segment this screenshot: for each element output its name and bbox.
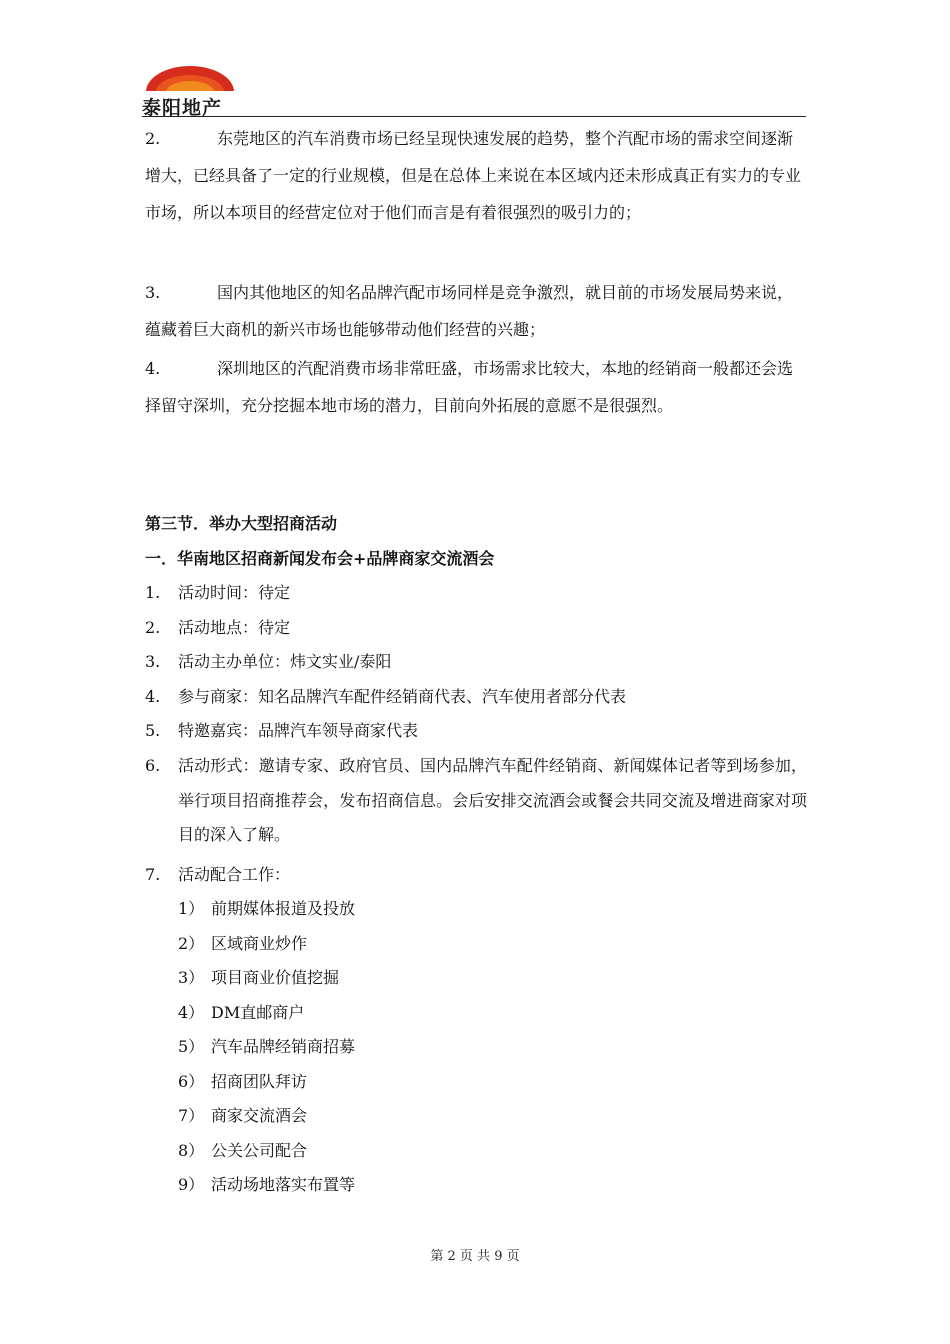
list-number: 6. <box>145 756 161 775</box>
list-item <box>145 680 807 715</box>
intro-paragraph <box>145 120 807 231</box>
page-footer: 第 2 页 共 9 页 <box>430 1249 520 1264</box>
paragraph-number: 2. <box>145 129 161 148</box>
sub-list-number: 5） <box>178 1037 205 1056</box>
section-subtitle: 一．华南地区招商新闻发布会+品牌商家交流酒会 <box>145 549 495 568</box>
list-text: 参与商家：知名品牌汽车配件经销商代表、汽车使用者部分代表 <box>178 687 627 706</box>
company-logo <box>142 64 238 119</box>
list-item <box>145 714 807 749</box>
sun-logo-icon <box>142 64 238 94</box>
sub-list-text: 区域商业炒作 <box>211 934 308 953</box>
intro-paragraph <box>145 350 807 424</box>
paragraph-number: 4. <box>145 359 161 378</box>
sub-list-item <box>178 1099 307 1134</box>
sub-list-number: 9） <box>178 1175 205 1194</box>
list-item <box>145 611 807 646</box>
sub-list-item <box>178 892 355 927</box>
section-title: 第三节．举办大型招商活动 <box>145 514 338 533</box>
list-number: 4. <box>145 687 161 706</box>
sub-list-text: 前期媒体报道及投放 <box>211 899 356 918</box>
list-text: 活动主办单位：炜文实业/泰阳 <box>178 652 392 671</box>
list-number: 3. <box>145 652 161 671</box>
list-item <box>145 576 807 611</box>
paragraph-text: 深圳地区的汽配消费市场非常旺盛，市场需求比较大，本地的经销商一般都还会选择留守深圳，充分挖掘本地市场的潜力，目前向外拓展的意愿不是很强烈。 <box>145 359 794 415</box>
sub-list-number: 8） <box>178 1141 205 1160</box>
list-number: 5. <box>145 721 161 740</box>
list-number: 1. <box>145 583 161 602</box>
sub-list-text: 公关公司配合 <box>211 1141 308 1160</box>
list-text: 活动形式：邀请专家、政府官员、国内品牌汽车配件经销商、新闻媒体记者等到场参加，举行项目招商推荐会，发布招商信息。会后安排交流酒会或餐会共同交流及增进商家对项目的深入了解。 <box>178 756 807 844</box>
sub-list-text: 商家交流酒会 <box>211 1106 308 1125</box>
list-item <box>145 858 807 893</box>
sub-list-number: 7） <box>178 1106 205 1125</box>
sub-list-item <box>178 996 304 1031</box>
sub-list-number: 2） <box>178 934 205 953</box>
paragraph-number: 3. <box>145 283 161 302</box>
logo-text: 泰阳地产 <box>142 97 223 119</box>
list-item <box>145 645 807 680</box>
list-text: 活动地点：待定 <box>178 618 291 637</box>
sub-list-text: 招商团队拜访 <box>211 1072 308 1091</box>
list-number: 2. <box>145 618 161 637</box>
list-text: 活动时间：待定 <box>178 583 291 602</box>
sub-list-item <box>178 1168 355 1203</box>
header-divider <box>142 116 806 117</box>
sub-list-item <box>178 1030 355 1065</box>
sub-list-number: 3） <box>178 968 205 987</box>
intro-paragraph <box>145 274 807 348</box>
list-text: 特邀嘉宾：品牌汽车领导商家代表 <box>178 721 419 740</box>
sub-list-number: 6） <box>178 1072 205 1091</box>
list-number: 7. <box>145 865 161 884</box>
sub-list-item <box>178 1065 307 1100</box>
list-item <box>145 749 807 853</box>
list-text: 活动配合工作： <box>178 865 291 884</box>
paragraph-text: 国内其他地区的知名品牌汽配市场同样是竞争激烈，就目前的市场发展局势来说，蕴藏着巨大商机的新兴市场也能够带动他们经营的兴趣； <box>145 283 794 339</box>
sub-list-text: 项目商业价值挖掘 <box>211 968 340 987</box>
sub-list-item <box>178 1134 307 1169</box>
sub-list-text: DM直邮商户 <box>211 1003 305 1022</box>
sub-list-number: 1） <box>178 899 205 918</box>
sub-list-item <box>178 961 339 996</box>
sub-list-text: 活动场地落实布置等 <box>211 1175 356 1194</box>
sub-list-number: 4） <box>178 1003 205 1022</box>
sub-list-text: 汽车品牌经销商招募 <box>211 1037 356 1056</box>
sub-list-item <box>178 927 307 962</box>
paragraph-text: 东莞地区的汽车消费市场已经呈现快速发展的趋势，整个汽配市场的需求空间逐渐增大，已经具备了一定的行业规模，但是在总体上来说在本区域内还未形成真正有实力的专业市场，所以本项目的经营定位对于他们而言是有着很强烈的吸引力的； <box>145 129 802 222</box>
